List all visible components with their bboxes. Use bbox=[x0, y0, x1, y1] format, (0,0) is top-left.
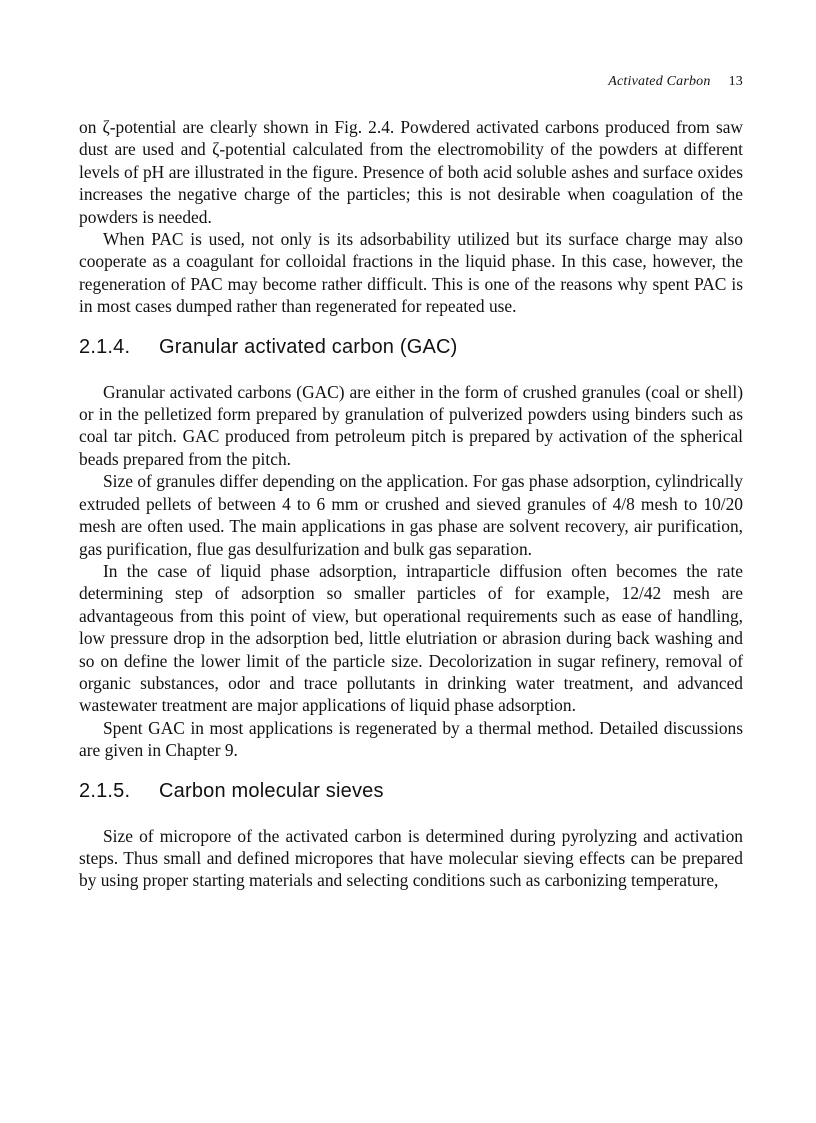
paragraph-zeta-potential: on ζ-potential are clearly shown in Fig. 2.4. Powdered activated carbons produced from saw dust are used and ζ-potential calculated from the electromobility of the powders at different levels of pH are illustrated in the figure. Presence of both acid soluble ashes and surface oxides increases the negative charge of the particles; this is not desirable when coagulation of the powders is needed. bbox=[79, 117, 743, 227]
running-title: Activated Carbon bbox=[608, 74, 711, 89]
section-title-cms: Carbon molecular sieves bbox=[159, 779, 384, 802]
paragraph-pac-usage: When PAC is used, not only is its adsorbability utilized but its surface charge may also cooperate as a coagulant for colloidal fractions in the liquid phase. In this case, however, the regeneration of PAC may become rather difficult. This is one of the reasons why spent PAC is in most cases dumped rather than regenerated for repeated use. bbox=[79, 229, 743, 317]
section-heading-gac bbox=[79, 335, 743, 359]
running-header bbox=[79, 74, 743, 90]
section-title-gac: Granular activated carbon (GAC) bbox=[159, 335, 458, 358]
paragraph-micropore-size: Size of micropore of the activated carbon is determined during pyrolyzing and activation steps. Thus small and defined micropores that have molecular sieving effects can be prepared by using proper starting materials and selecting conditions such as carbonizing temperature, bbox=[79, 825, 743, 891]
paragraph-spent-gac: Spent GAC in most applications is regenerated by a thermal method. Detailed discussions are given in Chapter 9. bbox=[79, 717, 743, 761]
paragraph-gac-forms: Granular activated carbons (GAC) are either in the form of crushed granules (coal or shell) or in the pelletized form prepared by granulation of pulverized powders using binders such as coal tar pitch. GAC produced from petroleum pitch is prepared by activation of the spherical beads prepared from the pitch. bbox=[79, 381, 743, 469]
section-number-cms: 2.1.5. bbox=[79, 779, 131, 802]
paragraph-liquid-phase: In the case of liquid phase adsorption, intraparticle diffusion often becomes the rate determining step of adsorption so smaller particles of for example, 12/42 mesh are advantageous from this point of view, but operational requirements such as ease of handling, low pressure drop in the adsorption bed, little elutriation or abrasion during back washing and so on define the lower limit of the particle size. Decolorization in sugar refinery, removal of organic substances, odor and trace pollutants in drinking water treatment, and advanced wastewater treatment are major applications of liquid phase adsorption. bbox=[79, 560, 743, 716]
section-number-gac: 2.1.4. bbox=[79, 335, 131, 358]
section-heading-cms bbox=[79, 779, 743, 803]
paragraph-granule-size: Size of granules differ depending on the application. For gas phase adsorption, cylindrically extruded pellets of between 4 to 6 mm or crushed and sieved granules of 4/8 mesh to 10/20 mesh are often used. The main applications in gas phase are solvent recovery, air purification, gas purification, flue gas desulfurization and bulk gas separation. bbox=[79, 471, 743, 559]
book-page bbox=[79, 74, 743, 892]
page-number: 13 bbox=[728, 74, 743, 89]
